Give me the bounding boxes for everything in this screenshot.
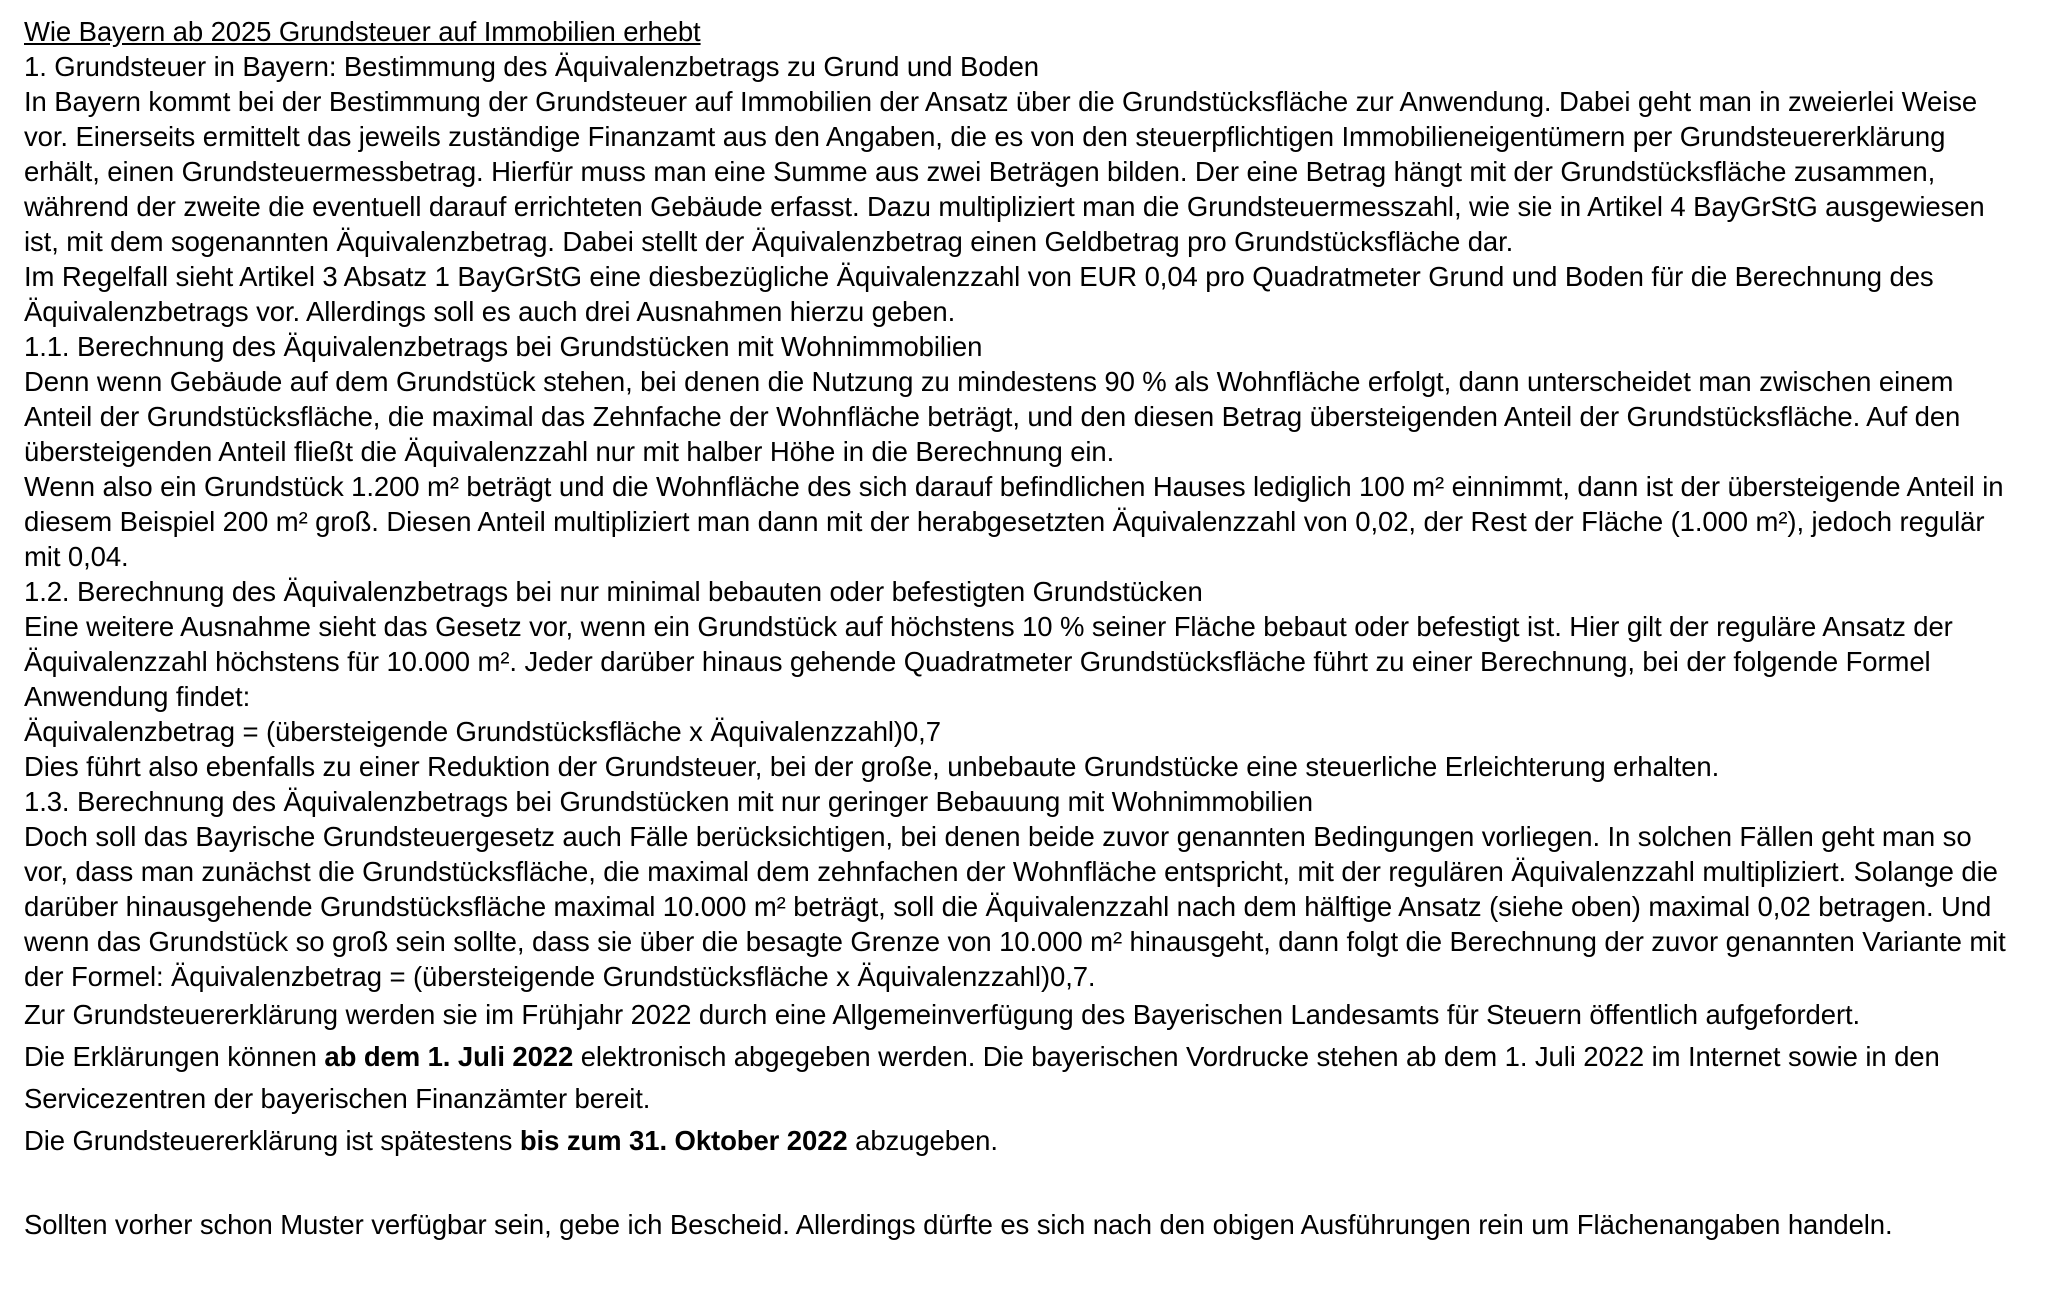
notice-abgabefrist-prefix: Die Grundsteuererklärung ist spätestens bbox=[24, 1125, 520, 1156]
notice-erklaerungen bbox=[24, 1036, 2022, 1120]
paragraph-wohnimmobilien: Denn wenn Gebäude auf dem Grundstück stehen, bei denen die Nutzung zu mindestens 90 % als Wohnfläche erfolgt, dann unterscheidet man zwischen einem Anteil der Grundstücksfläche, die maximal das Zehnfache der Wohnfläche beträgt, und den diesen Betrag übersteigenden Anteil der Grundstücksfläche. Auf den übersteigenden Anteil fließt die Äquivalenzzahl nur mit halber Höhe in die Berechnung ein. bbox=[24, 366, 1961, 467]
notice-abgabefrist bbox=[24, 1120, 2022, 1162]
notice-abgabefrist-suffix: abzugeben. bbox=[847, 1125, 998, 1156]
section-heading-1: 1. Grundsteuer in Bayern: Bestimmung des Äquivalenzbetrags zu Grund und Boden bbox=[24, 51, 1039, 82]
paragraph-minimalbebauung: Eine weitere Ausnahme sieht das Gesetz vor, wenn ein Grundstück auf höchstens 10 % seiner Fläche bebaut oder befestigt ist. Hier gilt der reguläre Ansatz der Äquivalenzzahl höchstens für 10.000 m². Jeder darüber hinaus gehende Quadratmeter Grundstücksfläche führt zu einer Berechnung, bei der folgende Formel Anwendung findet: bbox=[24, 611, 1953, 712]
paragraph-spacer bbox=[24, 1162, 2022, 1204]
notice-abgabefrist-date: bis zum 31. Oktober 2022 bbox=[519, 1125, 848, 1156]
page-title: Wie Bayern ab 2025 Grundsteuer auf Immobilien erhebt bbox=[24, 16, 701, 47]
paragraph-schlussbemerkung: Sollten vorher schon Muster verfügbar sein, gebe ich Bescheid. Allerdings dürfte es sich nach den obigen Ausführungen rein um Flächenangaben handeln. bbox=[24, 1209, 1893, 1240]
paragraph-reduktion: Dies führt also ebenfalls zu einer Reduktion der Grundsteuer, bei der große, unbebaute Grundstücke eine steuerliche Erleichterung erhalten. bbox=[24, 751, 1720, 782]
notice-body bbox=[24, 994, 2022, 1246]
paragraph-geringe-bebauung: Doch soll das Bayrische Grundsteuergesetz auch Fälle berücksichtigen, bei denen beide zuvor genannten Bedingungen vorliegen. In solchen Fällen geht man so vor, dass man zunächst die Grundstücksfläche, die maximal dem zehnfachen der Wohnfläche entspricht, mit der regulären Äquivalenzzahl multipliziert. Solange die darüber hinausgehende Grundstücksfläche maximal 10.000 m² beträgt, soll die Äquivalenzzahl nach dem hälftige Ansatz (siehe oben) maximal 0,02 betragen. Und wenn das Grundstück so groß sein sollte, dass sie über die besagte Grenze von 10.000 m² hinausgeht, dann folgt die Berechnung der zuvor genannten Variante mit der Formel: Äquivalenzbetrag = (übersteigende Grundstücksfläche x Äquivalenzzahl)0,7. bbox=[24, 821, 2006, 992]
notice-erklaerungen-suffix: elektronisch abgegeben werden. Die bayerischen Vordrucke stehen ab dem 1. Juli 2022 im Internet sowie in den Servicezentren der bayerischen Finanzämter bereit. bbox=[24, 1041, 1940, 1114]
paragraph-regelfall: Im Regelfall sieht Artikel 3 Absatz 1 BayGrStG eine diesbezügliche Äquivalenzzahl von EUR 0,04 pro Quadratmeter Grund und Boden für die Berechnung des Äquivalenzbetrags vor. Allerdings soll es auch drei Ausnahmen hierzu geben. bbox=[24, 261, 1934, 327]
section-heading-1-1: 1.1. Berechnung des Äquivalenzbetrags bei Grundstücken mit Wohnimmobilien bbox=[24, 331, 983, 362]
section-heading-1-2: 1.2. Berechnung des Äquivalenzbetrags bei nur minimal bebauten oder befestigten Grundstücken bbox=[24, 576, 1203, 607]
formula-aequivalenzbetrag: Äquivalenzbetrag = (übersteigende Grundstücksfläche x Äquivalenzzahl)0,7 bbox=[24, 716, 941, 747]
notice-erklaerungen-date: ab dem 1. Juli 2022 bbox=[324, 1041, 574, 1072]
article-body bbox=[24, 49, 2022, 994]
paragraph-beispielrechnung: Wenn also ein Grundstück 1.200 m² beträgt und die Wohnfläche des sich darauf befindlichen Hauses lediglich 100 m² einnimmt, dann ist der übersteigende Anteil in diesem Beispiel 200 m² groß. Diesen Anteil multipliziert man dann mit der herabgesetzten Äquivalenzzahl von 0,02, der Rest der Fläche (1.000 m²), jedoch regulär mit 0,04. bbox=[24, 471, 2004, 572]
section-heading-1-3: 1.3. Berechnung des Äquivalenzbetrags bei Grundstücken mit nur geringer Bebauung mit Wohnimmobilien bbox=[24, 786, 1313, 817]
paragraph-aufforderung: Zur Grundsteuererklärung werden sie im Frühjahr 2022 durch eine Allgemeinverfügung des Bayerischen Landesamts für Steuern öffentlich aufgefordert. bbox=[24, 999, 1861, 1030]
notice-erklaerungen-prefix: Die Erklärungen können bbox=[24, 1041, 325, 1072]
paragraph-intro: In Bayern kommt bei der Bestimmung der Grundsteuer auf Immobilien der Ansatz über die Grundstücksfläche zur Anwendung. Dabei geht man in zweierlei Weise vor. Einerseits ermittelt das jeweils zuständige Finanzamt aus den Angaben, die es von den steuerpflichtigen Immobilieneigentümern per Grundsteuererklärung erhält, einen Grundsteuermessbetrag. Hierfür muss man eine Summe aus zwei Beträgen bilden. Der eine Betrag hängt mit der Grundstücksfläche zusammen, während der zweite die eventuell darauf errichteten Gebäude erfasst. Dazu multipliziert man die Grundsteuermesszahl, wie sie in Artikel 4 BayGrStG ausgewiesen ist, mit dem sogenannten Äquivalenzbetrag. Dabei stellt der Äquivalenzbetrag einen Geldbetrag pro Grundstücksfläche dar. bbox=[24, 86, 1985, 257]
